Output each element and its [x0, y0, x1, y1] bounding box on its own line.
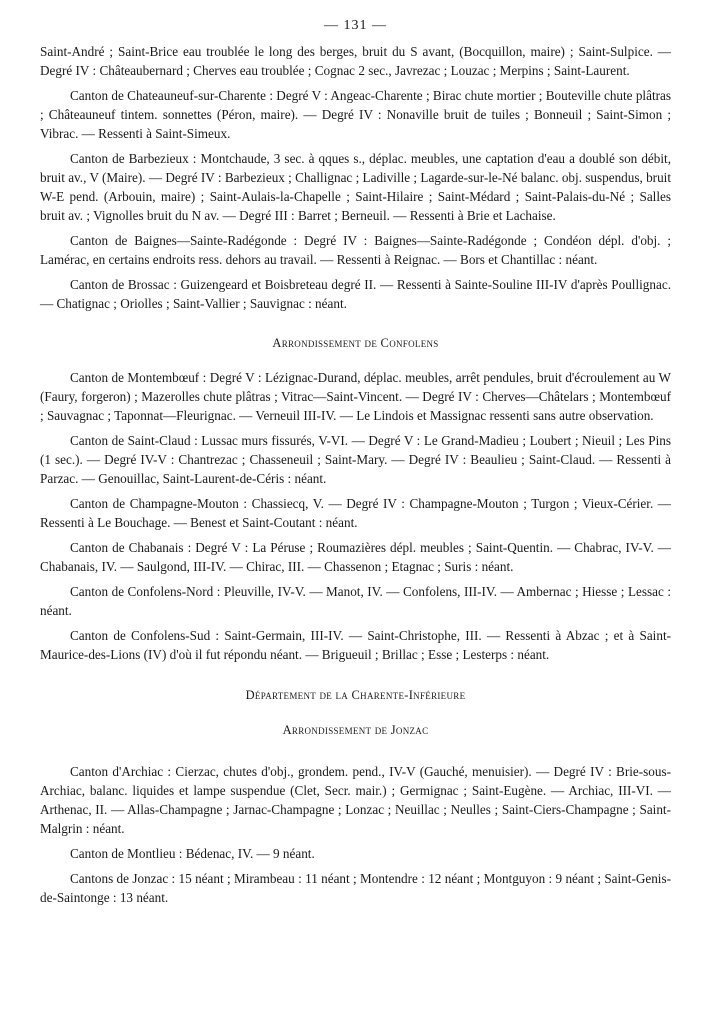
paragraph-archiac: Canton d'Archiac : Cierzac, chutes d'obj., grondem. pend., IV-V (Gauché, menuisier). — Degré IV : Brie-sous-Archiac, balanc. liquides et lampe suspendue (Clet, Secr. mair.) ; Germignac ; Saint-Eugène. — Archiac, III-VI. — Arthenac, II. — Allas-Champagne ; Jarnac-Champagne ; Lonzac ; Neuillac ; Neulles ; Saint-Ciers-Champagne ; Saint-Malgrin : néant. [40, 764, 671, 836]
paragraph-champagne-mouton: Canton de Champagne-Mouton : Chassiecq, V. — Degré IV : Champagne-Mouton ; Turgon ; Vieux-Cérier. — Ressenti à Le Bouchage. — Benest et Saint-Coutant : néant. [40, 496, 671, 530]
paragraph-saint-claud: Canton de Saint-Claud : Lussac murs fissurés, V-VI. — Degré V : Le Grand-Madieu ; Loubert ; Nieuil ; Les Pins (1 sec.). — Degré IV-V : Chantrezac ; Chasseneuil ; Saint-Mary. — Degré IV : Beaulieu ; Saint-Claud. — Ressenti à Parzac. — Genouillac, Saint-Laurent-de-Céris : néant. [40, 433, 671, 486]
heading-departement-charente-inferieure: Département de la Charente-Inférieure [245, 688, 466, 702]
paragraph-baignes: Canton de Baignes—Sainte-Radégonde : Degré IV : Baignes—Sainte-Radégonde ; Condéon dépl. d'obj. ; Lamérac, en certains endroits ress. dehors au travail. — Ressenti à Reignac. — Bors et Chantillac : néant. [40, 233, 671, 267]
page-number: — 131 — [324, 18, 387, 33]
heading-arrondissement-jonzac: Arrondissement de Jonzac [282, 723, 429, 737]
paragraph-barbezieux: Canton de Barbezieux : Montchaude, 3 sec. à qques s., déplac. meubles, une captation d'eau a doublé son débit, bruit av., V (Maire). — Degré IV : Barbezieux ; Challignac ; Ladiville ; Lagarde-sur-le-Né balanc. obj. suspendus, bruit W-E pend. (Arbouin, maire) ; Saint-Aulais-la-Chapelle ; Saint-Hilaire ; Saint-Médard ; Saint-Palais-du-Né ; Salles bruit av. ; Vignolles bruit du N av. — Degré III : Barret ; Berneuil. — Ressenti à Brie et Lachaise. [40, 151, 671, 223]
paragraph-cognac-cont: Saint-André ; Saint-Brice eau troublée le long des berges, bruit du S avant, (Bocquillon, maire) ; Saint-Sulpice. — Degré IV : Châteaubernard ; Cherves eau troublée ; Cognac 2 sec., Javrezac ; Louzac ; Merpins ; Saint-Laurent. [40, 44, 671, 78]
paragraph-montlieu: Canton de Montlieu : Bédenac, IV. — 9 néant. [70, 846, 315, 861]
paragraph-chateauneuf: Canton de Chateauneuf-sur-Charente : Degré V : Angeac-Charente ; Birac chute mortier ; Bouteville chute plâtras ; Châteauneuf tintem. sonnettes (Péron, maire). — Degré IV : Nonaville bruit de tuiles ; Bonneuil ; Saint-Simon ; Vibrac. — Ressenti à Saint-Simeux. [40, 88, 671, 141]
paragraph-jonzac: Cantons de Jonzac : 15 néant ; Mirambeau : 11 néant ; Montendre : 12 néant ; Montguyon : 9 néant ; Saint-Genis-de-Saintonge : 13 néant. [40, 871, 671, 905]
paragraph-chabanais: Canton de Chabanais : Degré V : La Péruse ; Roumazières dépl. meubles ; Saint-Quentin. — Chabrac, IV-V. — Chabanais, IV. — Saulgond, III-IV. — Chirac, III. — Chassenon ; Etagnac ; Suris : néant. [40, 540, 671, 574]
heading-arrondissement-confolens: Arrondissement de Confolens [272, 336, 439, 350]
paragraph-confolens-sud: Canton de Confolens-Sud : Saint-Germain, III-IV. — Saint-Christophe, III. — Ressenti à Abzac ; et à Saint-Maurice-des-Lions (IV) d'où il fut répondu néant. — Brigueuil ; Brillac ; Esse ; Lesterps : néant. [40, 628, 671, 662]
paragraph-brossac: Canton de Brossac : Guizengeard et Boisbreteau degré II. — Ressenti à Sainte-Souline III-IV d'après Poullignac. — Chatignac ; Oriolles ; Saint-Vallier ; Sauvignac : néant. [40, 277, 671, 311]
paragraph-montemboeuf: Canton de Montembœuf : Degré V : Lézignac-Durand, déplac. meubles, arrêt pendules, bruit d'écroulement au W (Faury, forgeron) ; Mazerolles chute plâtras ; Vitrac—Saint-Vincent. — Degré IV : Cherves—Châtelars ; Montembœuf ; Sauvagnac ; Taponnat—Fleurignac. — Verneuil III-IV. — Le Lindois et Massignac ressenti sans autre observation. [40, 370, 671, 423]
paragraph-confolens-nord: Canton de Confolens-Nord : Pleuville, IV-V. — Manot, IV. — Confolens, III-IV. — Ambernac ; Hiesse ; Lessac : néant. [40, 584, 671, 618]
